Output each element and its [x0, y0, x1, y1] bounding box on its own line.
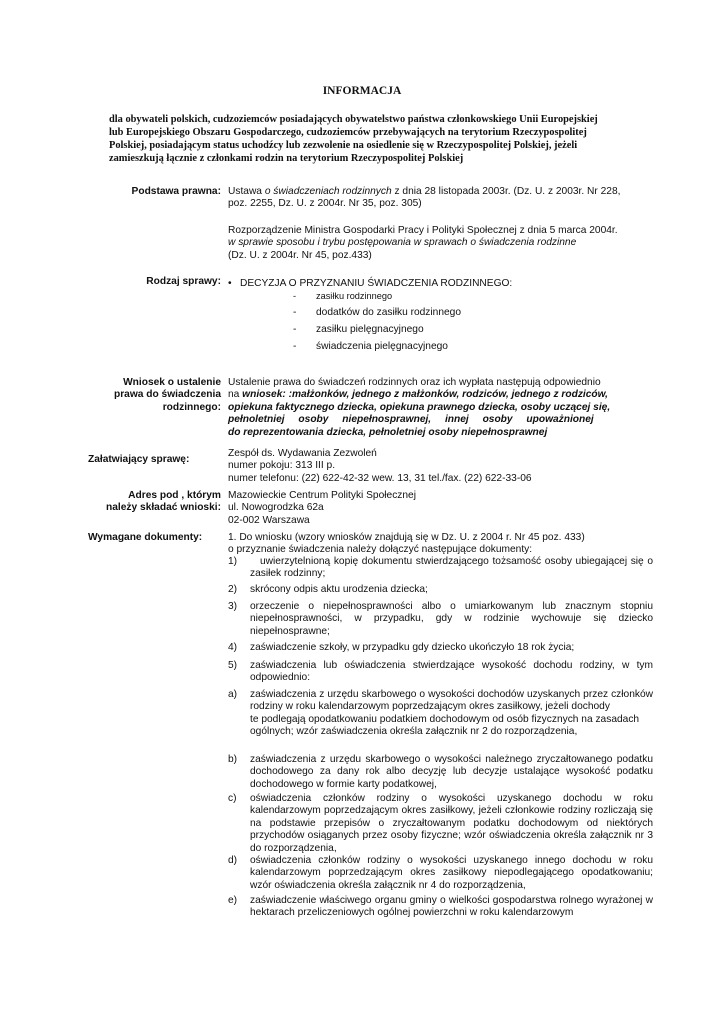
list-item-text: te podlegają opodatkowaniu podatkiem dochodowym od osób fizycznych na zasadach ogólnych; wzór zaświadczenia określa załącznik nr 2 do rozporządzenia, [250, 713, 640, 738]
list-item-text: skrócony odpis aktu urodzenia dziecka; [250, 584, 428, 595]
required-docs-head-line: 1. Do wniosku (wzory wniosków znajdują się w Dz. U. z 2004 r. Nr 45 poz. 433) [228, 532, 585, 543]
list-item [228, 642, 653, 654]
intro-line: Polskiej, posiadającym status uchodźcy lub zezwolenie na osiedlenie się w Rzeczypospolitej Polskiej, jeżeli [109, 139, 578, 151]
list-item-text: zasiłku rodzinnego [316, 291, 393, 301]
list-item [228, 307, 654, 324]
list-item-number: 1) [228, 556, 238, 567]
list-item-text: zaświadczenia lub oświadczenia stwierdzające wysokość dochodu rodziny, w tym odpowiednio: [250, 660, 653, 684]
required-docs-head-line: o przyznanie świadczenia należy dołączyć następujące dokumenty: [228, 544, 533, 556]
required-docs-head [228, 532, 654, 557]
list-item [228, 584, 653, 596]
legal-act-title: o świadczeniach rodzinnych [264, 186, 392, 197]
intro-line: zamieszkują łącznie z członkami rodzin na terytorium Rzeczypospolitej Polskiej [109, 152, 464, 164]
case-type-label: Rodzaj sprawy: [146, 276, 221, 287]
case-type-title: DECYZJA O PRZYZNANIU ŚWIADCZENIA RODZINNEGO: [240, 278, 513, 289]
case-type-head [228, 278, 654, 290]
address-line: Mazowieckie Centrum Polityki Społecznej [228, 490, 416, 501]
application-line-prefix: na [228, 389, 243, 401]
list-item-text: zaświadczenie szkoły, w przypadku gdy dziecko ukończyło 18 rok życia; [250, 642, 575, 653]
address-label-line: należy składać wnioski: [106, 502, 221, 514]
list-item-number: a) [228, 689, 238, 700]
application-line [228, 389, 654, 401]
list-item [228, 855, 653, 892]
intro-line: dla obywateli polskich, cudzoziemców posiadających obywatelstwo państwa członkowskiego Unii Europejskiej [109, 114, 598, 125]
list-item-text: oświadczenia członków rodziny o wysokości uzyskanego innego dochodu w roku kalendarzowym poprzedzającym okres zasiłkowy niepodlegającego opodatkowaniu; wzór oświadczenia określa załącznik nr 4 do rozporządzenia, [250, 855, 653, 891]
legal-basis-line [228, 186, 654, 198]
list-item-number: b) [228, 754, 238, 765]
address-label [40, 490, 221, 515]
dash-icon: - [293, 341, 297, 352]
handler-label: Załatwiający sprawę: [88, 454, 190, 465]
dash-icon: - [293, 324, 297, 335]
address-label-line: Adres pod , którym [128, 490, 221, 501]
regulation-line: w sprawie sposobu i trybu postępowania w sprawach o świadczenia rodzinne [228, 237, 577, 249]
case-subitems [228, 291, 654, 358]
legal-basis-line: poz. 2255, Dz. U. z 2004r. Nr 35, poz. 305) [228, 198, 422, 210]
regulation-line: (Dz. U. z 2004r. Nr 45, poz.433) [228, 249, 372, 261]
case-type-value [228, 278, 654, 290]
regulation-text [228, 225, 654, 262]
legal-act-date: z dnia 28 listopada 2003r. (Dz. U. z 2003r. Nr 228, [391, 186, 621, 197]
legal-act-prefix: Ustawa [228, 186, 265, 197]
list-item-text: uwierzytelnioną kopię dokumentu stwierdzającego tożsamość osoby ubiegającej się o zasiłek rodzinny; [250, 556, 653, 580]
list-item-text: zaświadczenia z urzędu skarbowego o wysokości należnego zryczałtowanego podatku dochodowego za dany rok albo decyzję lub decyzje ustalające wysokość podatku dochodowego w formie karty podatkowej, [250, 754, 653, 790]
intro-line: lub Europejskiego Obszaru Gospodarczego, cudzoziemców przebywających na terytorium Rzeczypospolitej [109, 126, 587, 138]
application-label-line: Wniosek o ustalenie [123, 377, 221, 388]
application-label-line: rodzinnego: [162, 401, 221, 413]
list-item-text: dodatków do zasiłku rodzinnego [316, 307, 461, 318]
handler-line: numer telefonu: (22) 622-42-32 wew. 13, 31 tel./fax. (22) 622-33-06 [228, 472, 532, 484]
handler-line: Zespół ds. Wydawania Zezwoleń [228, 448, 377, 459]
application-label [40, 377, 221, 414]
address-line: 02-002 Warszawa [228, 514, 310, 526]
list-item-number: 4) [228, 642, 238, 653]
application-line-emph: wniosek: :małżonków, jednego z małżonków, rodziców, jednego z rodziców, [242, 389, 609, 401]
list-item-text: świadczenia pielęgnacyjnego [316, 341, 448, 352]
list-item-number: 3) [228, 601, 238, 612]
list-item-number: 2) [228, 584, 238, 595]
list-item [228, 324, 654, 341]
intro-paragraph [109, 114, 653, 166]
list-item [228, 341, 654, 358]
required-docs-label: Wymagane dokumenty: [88, 532, 203, 543]
address-line: ul. Nowogrodzka 62a [228, 502, 324, 514]
document-title: INFORMACJA [322, 85, 402, 97]
list-item [228, 291, 654, 305]
list-item-number: 5) [228, 660, 238, 671]
list-item-number: e) [228, 895, 238, 906]
handler-info [228, 448, 654, 485]
list-item-text: zasiłku pielęgnacyjnego [316, 324, 424, 335]
list-item-text: zaświadczenie właściwego organu gminy o wielkości gospodarstwa rolnego wyrażonej w hektarach przeliczeniowych ogólnej powierzchni w roku kalendarzowym [250, 895, 653, 919]
legal-basis-label: Podstawa prawna: [131, 186, 221, 197]
application-line: opiekuna faktycznego dziecka, opiekuna prawnego dziecka, osoby uczącej się, [228, 401, 611, 413]
list-item [228, 601, 653, 638]
list-item-number: d) [228, 855, 238, 866]
list-item [228, 556, 653, 581]
list-item-text: orzeczenie o niepełnosprawności albo o umiarkowanym lub znacznym stopniu niepełnosprawności, w przypadku, gdy w rodzinie wychowuje się dziecko niepełnosprawne; [250, 601, 653, 637]
list-item [228, 754, 653, 791]
handler-line: numer pokoju: 313 III p. [228, 460, 336, 472]
application-line: pełnoletniej osoby niepełnosprawnej, innej osoby upoważnionej [228, 414, 594, 426]
dash-icon: - [293, 291, 297, 301]
address-info [228, 490, 654, 527]
dash-icon: - [293, 307, 297, 318]
application-line: do reprezentowania dziecka, pełnoletniej osoby niepełnosprawnej [228, 426, 548, 438]
regulation-line: Rozporządzenie Ministra Gospodarki Pracy i Polityki Społecznej z dnia 5 marca 2004r. [228, 225, 618, 236]
application-text [228, 377, 654, 439]
list-item-text: oświadczenia członków rodziny o wysokości uzyskanego dochodu w roku kalendarzowym poprzedzającym okres zasiłkowy, jeżeli członkowie rodziny rozliczają się na podstawie przepisów o zryczałtowanym podatku dochodowym od niektórych przychodów osiąganych przez osoby fizyczne; wzór oświadczenia określa załącznik nr 3 do rozporządzenia, [250, 793, 653, 854]
application-line: Ustalenie prawa do świadczeń rodzinnych oraz ich wypłata następują odpowiednio [228, 377, 601, 388]
list-item-text: zaświadczenia z urzędu skarbowego o wysokości dochodów uzyskanych przez członków rodziny w roku kalendarzowym poprzedzającym okres zasiłkowy, jeżeli dochody [250, 689, 653, 713]
list-item [228, 689, 653, 739]
bullet-icon: • [228, 278, 232, 289]
list-item [228, 793, 653, 855]
list-item-number: c) [228, 793, 237, 804]
list-item [228, 895, 653, 920]
legal-basis-text [228, 186, 654, 211]
list-item [228, 660, 653, 685]
application-label-line: prawa do świadczenia [113, 389, 221, 401]
